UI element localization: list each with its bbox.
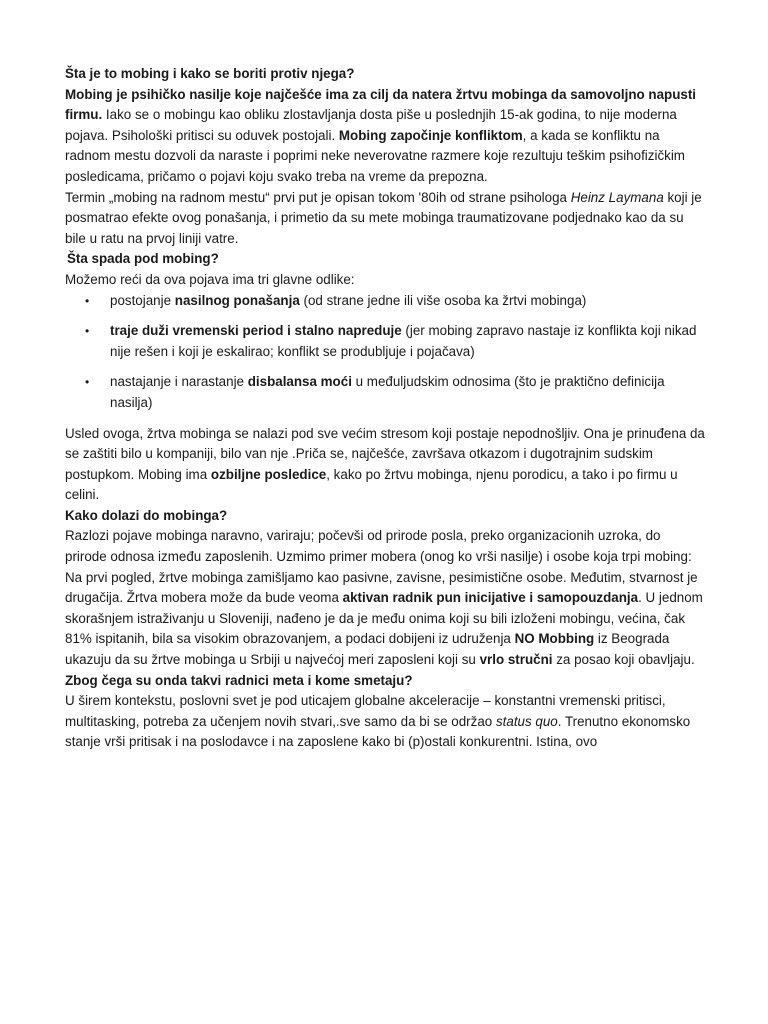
intro-text: Iako se o mobingu kao obliku zlostavljanja dosta piše u poslednjih 15-ak godina, to nije moderna pojava. Psihološki pritisci su oduvek postojali. xyxy=(65,107,677,143)
victims-text: iz Beograda ukazuju da su žrtve mobinga u Srbiji u najvećoj meri zaposleni koji su xyxy=(65,631,670,668)
bullet-icon: • xyxy=(85,293,90,308)
consequences-paragraph xyxy=(65,424,705,506)
bullet-icon: • xyxy=(85,324,90,339)
consequences-bold: ozbiljne posledice xyxy=(210,466,327,482)
bullet-icon: • xyxy=(85,375,90,390)
victims-bold-organization: NO Mobbing xyxy=(514,631,595,647)
term-text-end: koji je posmatrao efekte ovog ponašanja, i primetio da su mete mobinga traumatizovane podjednako kao da su bile u ratu na prvoj liniji vatre. xyxy=(65,189,702,246)
victims-paragraph xyxy=(65,568,705,671)
intro-text-end: , a kada se konfliktu na radnom mestu dozvoli da naraste i poprimi neke neverovatne razmere koje rezultuju teškim psihofizičkim posledicama, pričamo o pojavi koju svako treba na vreme da prepozna. xyxy=(65,127,685,184)
document-page xyxy=(65,64,705,753)
victims-bold-expert: vrlo stručni xyxy=(479,652,553,668)
section-heading-what-counts: Šta spada pod mobing? xyxy=(67,251,219,267)
section-lead: Možemo reći da ova pojava ima tri glavne odlike: xyxy=(65,271,355,287)
intro-bold-definition: Mobing je psihičko nasilje koje najčešće ima za cilj da natera žrtvu mobinga da samovoljno napusti firmu. xyxy=(65,86,697,123)
list-item-bold: disbalansa moći xyxy=(247,374,352,390)
context-paragraph xyxy=(65,691,705,753)
context-italic: status quo xyxy=(495,713,558,729)
list-item-bold: nasilnog ponašanja xyxy=(174,292,300,308)
list-item-text: (jer mobing zapravo nastaje iz konflikta koji nikad nije rešen i koji je eskalirao; konflikt se produbljuje i pojačava) xyxy=(110,323,697,359)
list-item-text: postojanje xyxy=(110,292,175,308)
victims-text-end: za posao koji obavljaju. xyxy=(552,652,695,668)
intro-paragraph xyxy=(65,85,705,188)
list-item-text: (od strane jedne ili više osoba ka žrtvi mobinga) xyxy=(299,292,587,308)
context-text: U širem kontekstu, poslovni svet je pod uticajem globalne akceleracije – konstantni vremenski pritisci, multitasking, potreba za učenjem novih stvari,.sve samo da bi se održao xyxy=(65,693,666,729)
term-italic-name: Heinz Laymana xyxy=(570,189,664,205)
list-item xyxy=(65,291,705,312)
section-heading-how-it-happens: Kako dolazi do mobinga? xyxy=(65,507,228,523)
list-item xyxy=(65,321,705,362)
consequences-text-end: , kako po žrtvu mobinga, njenu porodicu, a tako i po firmu u celini. xyxy=(65,466,678,503)
consequences-text: Usled ovoga, žrtva mobinga se nalazi pod sve većim stresom koji postaje nepodnošljiv. Ona je prinuđena da se zaštiti bilo u kompaniji, bilo van nje .Priča se, najčešće, završava otkazom i dugotrajnim sudskim postupkom. Mobing ima xyxy=(65,425,705,482)
document-title: Šta je to mobing i kako se boriti protiv njega? xyxy=(65,66,355,81)
list-item-text: u međuljudskim odnosima (što je praktično definicija nasilja) xyxy=(110,374,665,410)
causes-paragraph: Razlozi pojave mobinga naravno, variraju; počevši od prirode posla, preko organizacionih uzroka, do prirode odnosa između zaposlenih. Uzmimo primer mobera (onog ko vrši nasilje) i osobe koja trpi mobing: xyxy=(65,528,692,565)
victims-text: . U jednom skorašnjem istraživanju u Sloveniji, nađeno je da je među onima koji su bili izloženi mobingu, većina, čak 81% ispitanih, bila sa visokim obrazovanjem, a podaci dobijeni iz udruženja xyxy=(65,590,703,647)
term-text: Termin „mobing na radnom mestu“ prvi put je opisan tokom '80ih od strane psihologa xyxy=(65,189,571,205)
victims-bold-active-worker: aktivan radnik pun inicijative i samopouzdanja xyxy=(342,590,639,606)
context-text-end: . Trenutno ekonomsko stanje vrši pritisak i na poslodavce i na zaposlene kako bi (p)ostali konkurentni. Istina, ovo xyxy=(65,713,691,750)
victims-text: Na prvi pogled, žrtve mobinga zamišljamo kao pasivne, zavisne, pesimistične osobe. Međutim, stvarnost je drugačija. Žrtva mobera može da bude veoma xyxy=(65,569,698,606)
section-heading-why-targets: Zbog čega su onda takvi radnici meta i kome smetaju? xyxy=(65,672,413,688)
list-item-bold: traje duži vremenski period i stalno napreduje xyxy=(110,323,402,339)
term-paragraph xyxy=(65,188,705,250)
characteristics-list xyxy=(65,291,705,414)
list-item-text: nastajanje i narastanje xyxy=(110,374,248,390)
list-item xyxy=(65,372,705,413)
intro-bold-conflict: Mobing započinje konfliktom xyxy=(338,127,523,143)
